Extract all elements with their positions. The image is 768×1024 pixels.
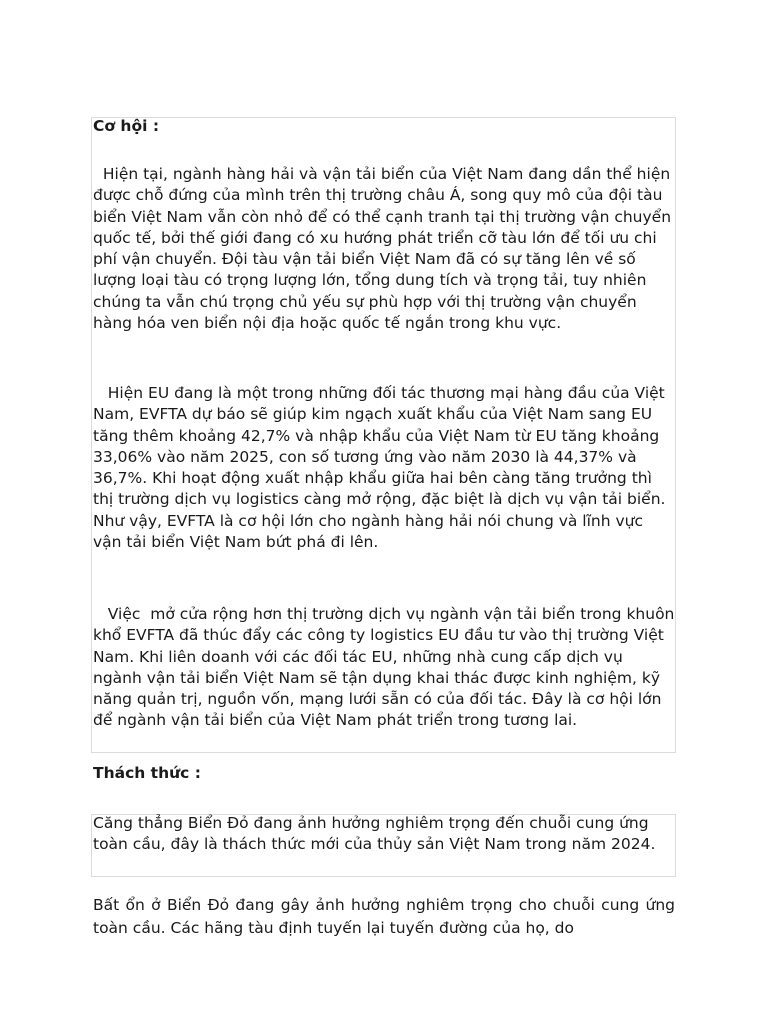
opportunities-paragraph-3: Việc mở cửa rộng hơn thị trường dịch vụ ngành vận tải biển trong khuôn khổ EVFTA đã thúc đẩy các công ty logistics EU đầu tư vào thị trường Việt Nam. Khi liên doanh với các đối tác EU, những nhà cung cấp dịch vụ ngành vận tải biển Việt Nam sẽ tận dụng khai thác được kinh nghiệm, kỹ năng quản trị, nguồn vốn, mạng lưới sẵn có của đối tác. Đây là cơ hội lớn để ngành vận tải biển của Việt Nam phát triển trong tương lai. <box>93 605 680 730</box>
opportunities-paragraph-2: Hiện EU đang là một trong những đối tác thương mại hàng đầu của Việt Nam, EVFTA dự báo sẽ giúp kim ngạch xuất khẩu của Việt Nam sang EU tăng thêm khoảng 42,7% và nhập khẩu của Việt Nam từ EU tăng khoảng 33,06% vào năm 2025, con số tương ứng vào năm 2030 là 44,37% và 36,7%. Khi hoạt động xuất nhập khẩu giữa hai bên càng tăng trưởng thì thị trường dịch vụ logistics càng mở rộng, đặc biệt là dịch vụ vận tải biển. Như vậy, EVFTA là cơ hội lớn cho ngành hàng hải nói chung và lĩnh vực vận tải biển Việt Nam bứt phá đi lên. <box>93 384 671 552</box>
opportunities-paragraph-1: Hiện tại, ngành hàng hải và vận tải biển của Việt Nam đang dần thể hiện được chỗ đứng của mình trên thị trường châu Á, song quy mô của đội tàu biển Việt Nam vẫn còn nhỏ để có thể cạnh tranh tại thị trường vận chuyển quốc tế, bởi thế giới đang có xu hướng phát triển cỡ tàu lớn để tối ưu chi phí vận chuyển. Đội tàu vận tải biển Việt Nam đã có sự tăng lên về số lượng loại tàu có trọng lượng lớn, tổng dung tích và trọng tải, tuy nhiên chúng ta vẫn chú trọng chủ yếu sự phù hợp với thị trường vận chuyển hàng hóa ven biển nội địa hoặc quốc tế ngắn trong khu vực. <box>93 165 676 333</box>
challenges-paragraph: Bất ổn ở Biển Đỏ đang gây ảnh hưởng nghiêm trọng cho chuỗi cung ứng toàn cầu. Các hãng tàu định tuyến lại tuyến đường của họ, do <box>93 896 680 937</box>
challenges-heading: Thách thức : <box>93 764 201 782</box>
challenges-boxed-paragraph: Căng thẳng Biển Đỏ đang ảnh hưởng nghiêm trọng đến chuỗi cung ứng toàn cầu, đây là thách thức mới của thủy sản Việt Nam trong năm 2024. <box>93 814 656 854</box>
opportunities-heading: Cơ hội : <box>93 117 160 135</box>
